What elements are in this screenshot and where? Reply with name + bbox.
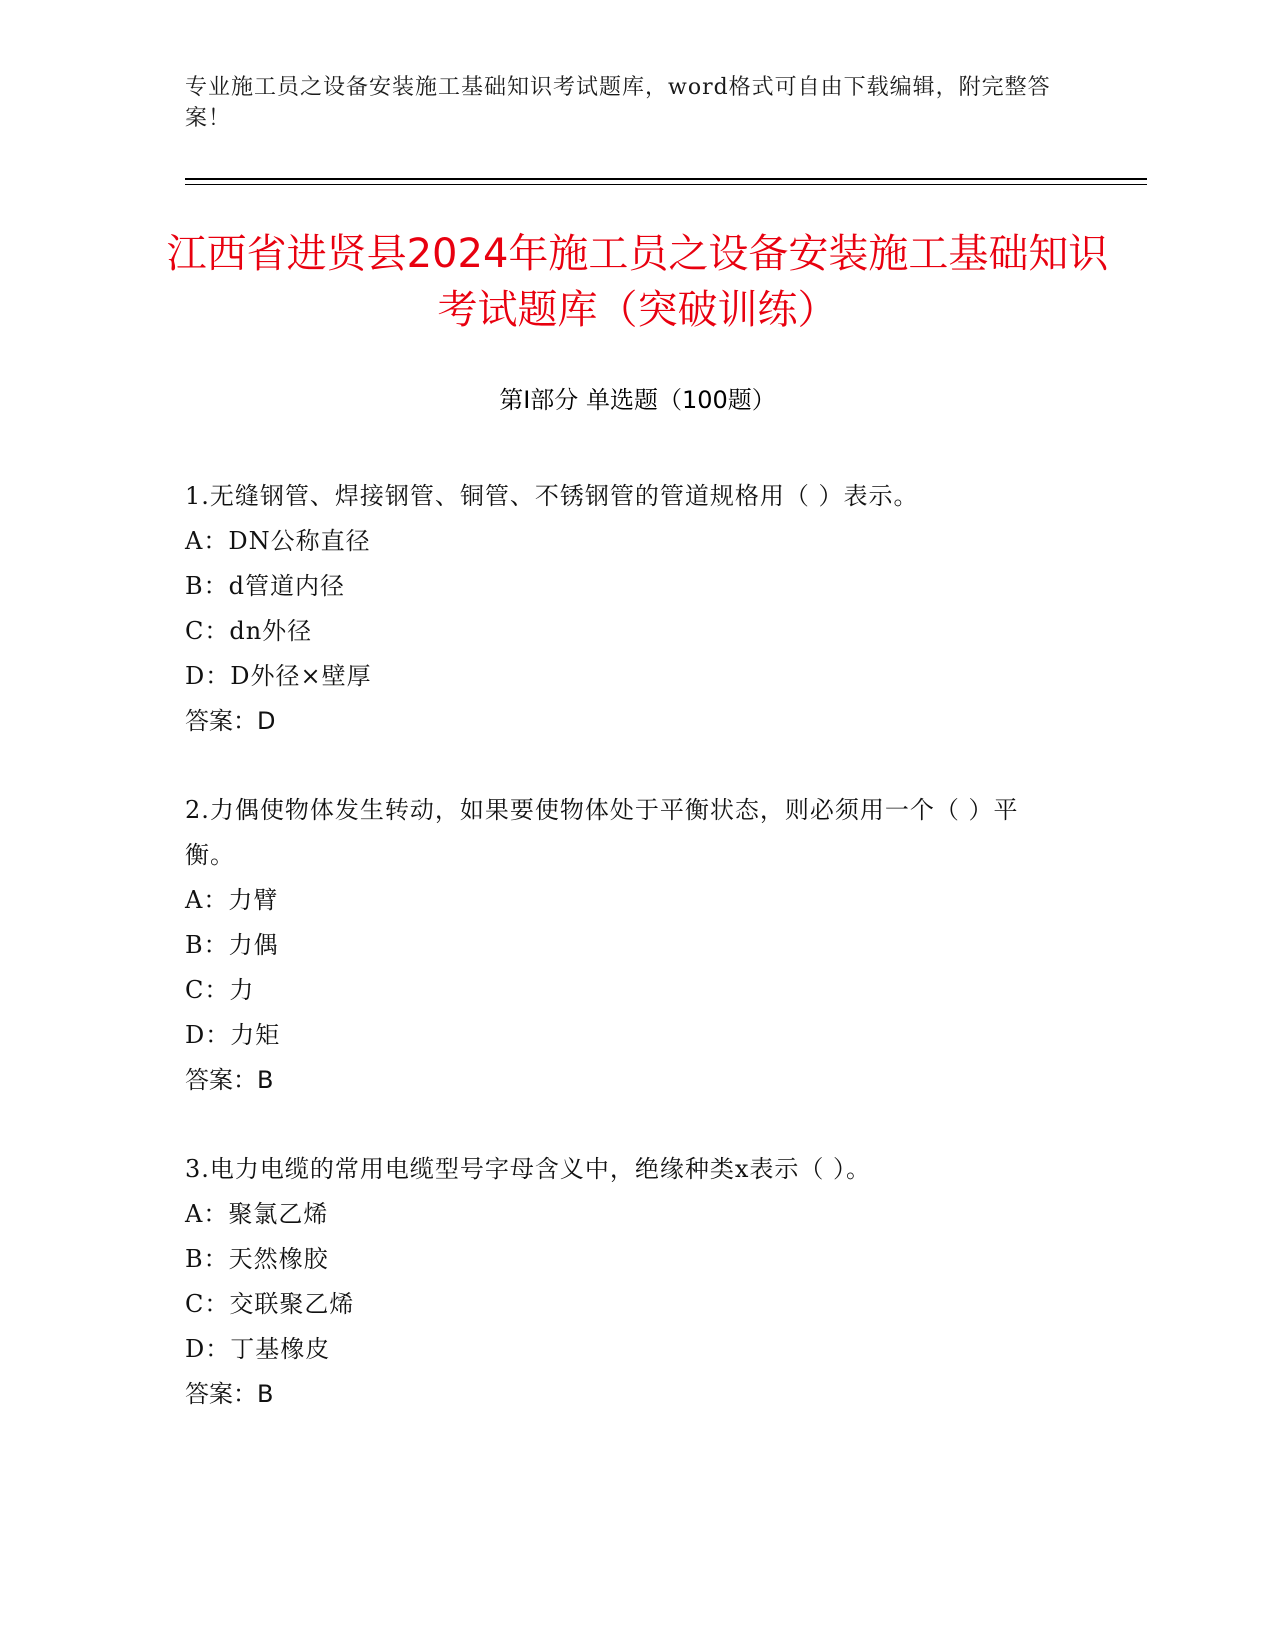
question-3 xyxy=(185,1147,1065,1417)
question-stem: 3.电力电缆的常用电缆型号字母含义中，绝缘种类x表示（ ）。 xyxy=(185,1155,872,1183)
header-divider-thin xyxy=(185,184,1147,185)
option-c: C：dn外径 xyxy=(185,617,313,645)
option-b: B：天然橡胶 xyxy=(185,1245,329,1273)
question-list xyxy=(185,474,1065,1461)
answer: 答案：D xyxy=(185,707,276,735)
answer: 答案：B xyxy=(185,1066,274,1094)
option-a: A：DN公称直径 xyxy=(185,527,371,555)
question-1 xyxy=(185,474,1065,744)
option-b: B：力偶 xyxy=(185,931,279,959)
option-d: D：丁基橡皮 xyxy=(185,1335,331,1363)
option-a: A：力臂 xyxy=(185,886,279,914)
option-d: D：D外径×壁厚 xyxy=(185,662,372,690)
answer: 答案：B xyxy=(185,1380,274,1408)
header-divider-thick xyxy=(185,178,1147,180)
option-d: D：力矩 xyxy=(185,1021,281,1049)
header-note: 专业施工员之设备安装施工基础知识考试题库，word格式可自由下载编辑，附完整答案！ xyxy=(185,75,1051,131)
question-stem: 2.力偶使物体发生转动，如果要使物体处于平衡状态，则必须用一个（ ）平衡。 xyxy=(185,796,1019,869)
document-title: 江西省进贤县2024年施工员之设备安装施工基础知识考试题库（突破训练） xyxy=(166,231,1109,333)
question-stem: 1.无缝钢管、焊接钢管、铜管、不锈钢管的管道规格用（ ）表示。 xyxy=(185,482,919,510)
option-c: C：力 xyxy=(185,976,255,1004)
question-2 xyxy=(185,788,1065,1103)
section-title: 第Ⅰ部分 单选题（100题） xyxy=(499,386,776,414)
option-c: C：交联聚乙烯 xyxy=(185,1290,355,1318)
option-b: B：d管道内径 xyxy=(185,572,345,600)
option-a: A：聚氯乙烯 xyxy=(185,1200,329,1228)
